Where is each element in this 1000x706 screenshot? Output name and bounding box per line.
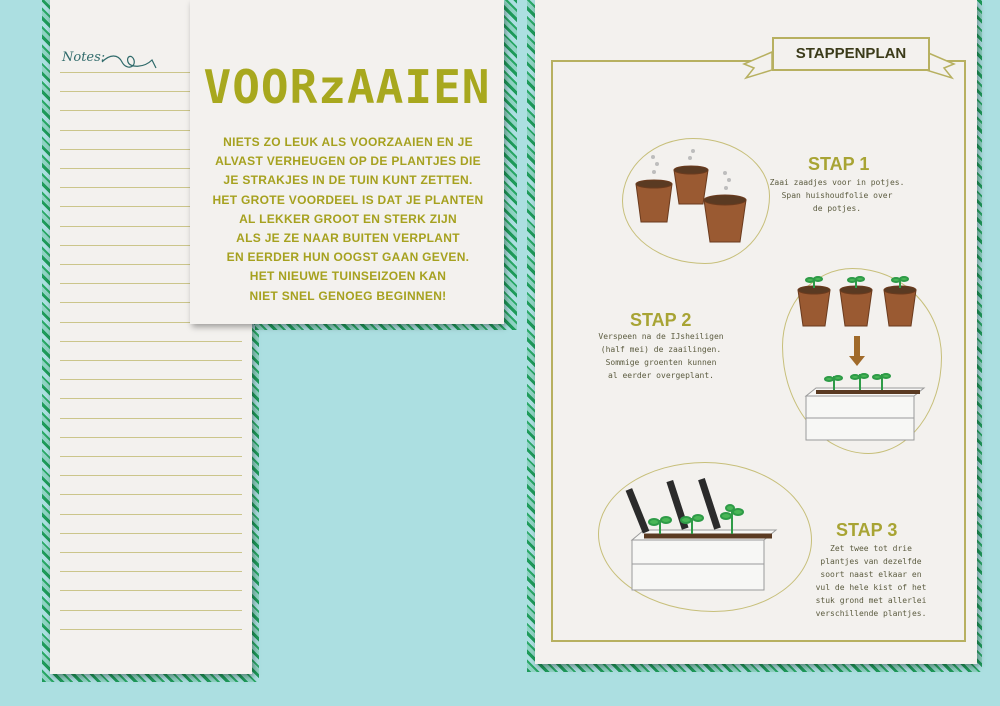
step1-text [762, 176, 912, 215]
notes-label: Notes: [62, 50, 106, 65]
intro-line: EN EERDER HUN OOGST GAAN GEVEN. [226, 250, 470, 265]
notes-ruled-line [60, 341, 242, 342]
intro-line: NIET SNEL GENOEG BEGINNEN! [249, 288, 447, 303]
notes-ruled-line [60, 475, 242, 476]
seed-pots-illustration [632, 150, 762, 250]
step1-line: de potjes. [812, 204, 862, 213]
notes-ruled-line [60, 379, 242, 380]
step3-line: vul de hele kist of het [815, 583, 927, 592]
step2-line: Verspeen na de IJsheiligen [598, 332, 724, 341]
step3-line: Zet twee tot drie [830, 544, 912, 553]
intro-line: JE STRAKJES IN DE TUIN KUNT ZETTEN. [223, 173, 473, 188]
notes-ruled-line [60, 360, 242, 361]
notes-swirl-icon [100, 50, 160, 74]
notes-ruled-line [60, 533, 242, 534]
step2-line: al eerder overgeplant. [608, 371, 714, 380]
step1-title: STAP 1 [808, 154, 870, 174]
plan-banner: STAPPENPLAN [772, 37, 930, 71]
crate-with-labels-illustration [626, 476, 776, 596]
notes-ruled-line [60, 398, 242, 399]
intro-line: ALVAST VERHEUGEN OP DE PLANTJES DIE [215, 154, 481, 169]
step2-text [586, 330, 736, 382]
step3-text [796, 542, 946, 620]
notes-ruled-line [60, 610, 242, 611]
notes-ruled-line [60, 456, 242, 457]
notes-ruled-line [60, 494, 242, 495]
step2-title: STAP 2 [630, 310, 692, 330]
notes-ruled-line [60, 590, 242, 591]
page-title: VOORzAAIEN [203, 60, 491, 114]
notes-ruled-line [60, 552, 242, 553]
seedlings-to-crate-illustration [794, 276, 928, 448]
step3-line: stuk grond met allerlei [815, 596, 927, 605]
step1-line: Zaai zaadjes voor in potjes. [769, 178, 905, 187]
intro-line: AL LEKKER GROOT EN STERK ZIJN [239, 211, 457, 226]
banner-ribbon-left [744, 52, 774, 82]
step2-line: (half mei) de zaailingen. [600, 345, 722, 354]
step2-line: Sommige groenten kunnen [605, 358, 717, 367]
notes-ruled-line [60, 514, 242, 515]
notes-ruled-line [60, 629, 242, 630]
intro-line: ALS JE ZE NAAR BUITEN VERPLANT [236, 231, 460, 246]
notes-ruled-line [60, 418, 242, 419]
notes-ruled-line [60, 437, 242, 438]
step1-line: Span huishoudfolie over [781, 191, 893, 200]
step3-line: soort naast elkaar en [820, 570, 922, 579]
step3-title: STAP 3 [836, 520, 898, 540]
step3-line: plantjes van dezelfde [820, 557, 922, 566]
intro-line: HET GROTE VOORDEEL IS DAT JE PLANTEN [212, 192, 484, 207]
intro-line: HET NIEUWE TUINSEIZOEN KAN [249, 269, 447, 284]
notes-ruled-line [60, 571, 242, 572]
step3-line: verschillende plantjes. [815, 609, 927, 618]
intro-line: NIETS ZO LEUK ALS VOORZAAIEN EN JE [223, 135, 473, 149]
intro-text [200, 133, 496, 306]
